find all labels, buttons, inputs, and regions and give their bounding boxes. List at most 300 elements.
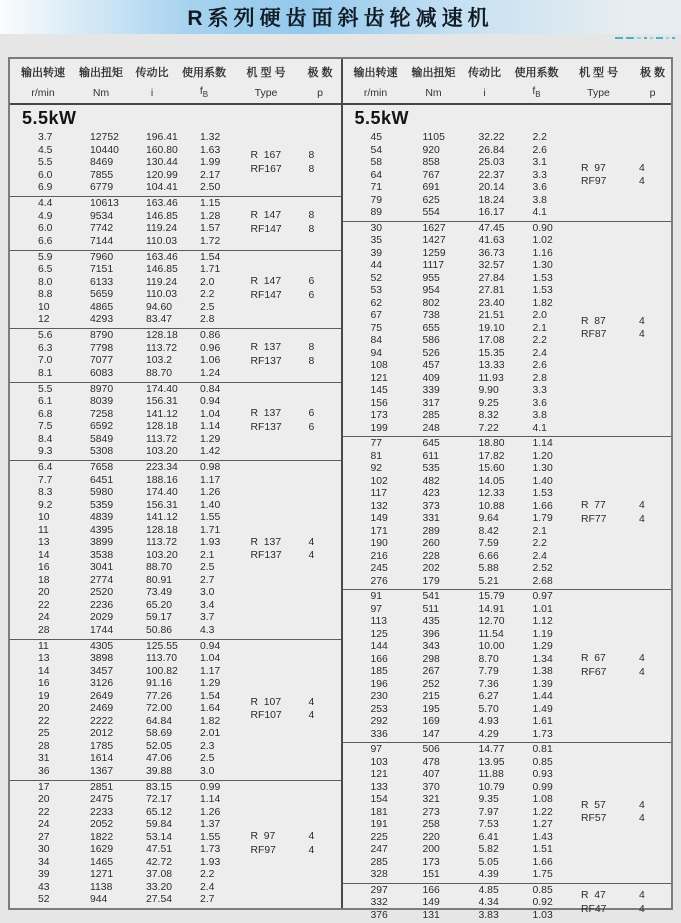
speed-value: 185 — [371, 666, 423, 679]
speed-value: 39 — [38, 869, 90, 882]
speed-value: 35 — [371, 235, 423, 248]
ratio-value: 7.79 — [479, 666, 533, 679]
poles-value: 8 — [309, 224, 339, 237]
torque-value: 8469 — [90, 157, 146, 170]
torque-value: 3899 — [90, 537, 146, 550]
ratio-value: 41.63 — [479, 235, 533, 248]
col-header-speed: 输出转速 r/min — [345, 64, 407, 103]
dash-decoration — [615, 37, 675, 39]
table-row — [343, 819, 580, 832]
factor-value: 2.1 — [200, 550, 246, 563]
table-row — [10, 211, 249, 224]
ratio-value: 36.73 — [479, 248, 533, 261]
table-row — [343, 438, 580, 451]
torque-value: 482 — [423, 476, 479, 489]
table-row — [343, 576, 580, 589]
speed-value: 103 — [371, 757, 423, 770]
factor-value: 0.90 — [533, 223, 579, 236]
factor-value: 1.51 — [533, 844, 579, 857]
speed-value: 156 — [371, 398, 423, 411]
torque-value: 343 — [423, 641, 479, 654]
group-rows — [10, 198, 249, 248]
torque-value: 5980 — [90, 487, 146, 500]
table-row — [343, 744, 580, 757]
factor-value: 1.53 — [533, 488, 579, 501]
speed-value: 121 — [371, 769, 423, 782]
model-block — [249, 330, 341, 380]
col-header-torque: 输出扭矩 Nm — [407, 64, 461, 103]
speed-value: 6.3 — [38, 343, 90, 356]
factor-value: 0.81 — [533, 744, 579, 757]
factor-value: 0.99 — [200, 782, 246, 795]
table-row — [343, 501, 580, 514]
table-row — [343, 654, 580, 667]
model-block — [249, 132, 341, 195]
table-row — [10, 302, 249, 315]
ratio-value: 11.54 — [479, 629, 533, 642]
speed-value: 6.9 — [38, 182, 90, 195]
model-name: R 77 — [581, 500, 639, 513]
table-row — [343, 591, 580, 604]
ratio-value: 100.82 — [146, 666, 200, 679]
ratio-value: 13.95 — [479, 757, 533, 770]
ratio-value: 53.14 — [146, 832, 200, 845]
factor-value: 1.43 — [533, 832, 579, 845]
table-row — [10, 252, 249, 265]
spec-groups-left — [10, 131, 341, 908]
factor-value: 2.5 — [200, 753, 246, 766]
factor-value: 4.3 — [200, 625, 246, 638]
group-rows — [10, 782, 249, 907]
factor-value: 1.29 — [200, 678, 246, 691]
spec-group — [10, 639, 341, 780]
table-row — [343, 463, 580, 476]
torque-value: 2029 — [90, 612, 146, 625]
speed-value: 285 — [371, 857, 423, 870]
table-row — [343, 551, 580, 564]
ratio-value: 141.12 — [146, 409, 200, 422]
torque-value: 409 — [423, 373, 479, 386]
speed-value: 97 — [371, 744, 423, 757]
speed-value: 16 — [38, 678, 90, 691]
factor-value: 1.40 — [200, 500, 246, 513]
spec-table — [8, 57, 673, 910]
speed-value: 94 — [371, 348, 423, 361]
ratio-value: 64.84 — [146, 716, 200, 729]
torque-value: 535 — [423, 463, 479, 476]
torque-value: 586 — [423, 335, 479, 348]
factor-value: 1.06 — [200, 355, 246, 368]
factor-value: 2.6 — [533, 360, 579, 373]
torque-value: 5308 — [90, 446, 146, 459]
model-line — [579, 500, 671, 513]
factor-value: 0.93 — [533, 769, 579, 782]
model-name: RF167 — [251, 164, 309, 177]
table-row — [10, 819, 249, 832]
table-row — [343, 398, 580, 411]
table-row — [10, 857, 249, 870]
torque-value: 4865 — [90, 302, 146, 315]
ratio-value: 83.15 — [146, 782, 200, 795]
speed-value: 62 — [371, 298, 423, 311]
poles-value: 4 — [309, 831, 339, 844]
poles-value: 8 — [309, 150, 339, 163]
torque-value: 267 — [423, 666, 479, 679]
model-line — [579, 904, 671, 917]
factor-value: 2.50 — [200, 182, 246, 195]
dash-segment — [626, 37, 634, 39]
speed-value: 181 — [371, 807, 423, 820]
factor-value: 1.54 — [200, 252, 246, 265]
model-block — [579, 885, 671, 923]
factor-value: 1.20 — [533, 451, 579, 464]
torque-value: 4839 — [90, 512, 146, 525]
factor-value: 3.3 — [533, 170, 579, 183]
factor-value: 0.85 — [533, 885, 579, 898]
torque-value: 1367 — [90, 766, 146, 779]
model-name: RF137 — [251, 356, 309, 369]
ratio-value: 27.81 — [479, 285, 533, 298]
torque-value: 252 — [423, 679, 479, 692]
torque-value: 215 — [423, 691, 479, 704]
torque-value: 248 — [423, 423, 479, 436]
torque-value: 954 — [423, 285, 479, 298]
factor-value: 0.84 — [200, 384, 246, 397]
model-line — [249, 537, 341, 550]
poles-value: 4 — [309, 537, 339, 550]
factor-value: 1.37 — [200, 819, 246, 832]
speed-value: 20 — [38, 703, 90, 716]
ratio-value: 9.25 — [479, 398, 533, 411]
speed-value: 44 — [371, 260, 423, 273]
table-row — [343, 769, 580, 782]
torque-value: 285 — [423, 410, 479, 423]
spec-group — [343, 742, 672, 883]
ratio-value: 12.70 — [479, 616, 533, 629]
table-row — [10, 170, 249, 183]
ratio-value: 163.46 — [146, 198, 200, 211]
speed-value: 14 — [38, 666, 90, 679]
table-row — [343, 716, 580, 729]
torque-value: 149 — [423, 897, 479, 910]
torque-value: 200 — [423, 844, 479, 857]
factor-value: 2.6 — [533, 145, 579, 158]
col-header-model: 机 型 号 Type — [565, 64, 633, 103]
ratio-value: 33.20 — [146, 882, 200, 895]
ratio-value: 7.59 — [479, 538, 533, 551]
spec-group — [10, 131, 341, 196]
torque-value: 511 — [423, 604, 479, 617]
torque-value: 541 — [423, 591, 479, 604]
factor-value: 1.38 — [533, 666, 579, 679]
model-line — [579, 653, 671, 666]
table-row — [10, 409, 249, 422]
model-line — [249, 422, 341, 435]
speed-value: 52 — [38, 894, 90, 907]
speed-value: 6.6 — [38, 236, 90, 249]
factor-value: 3.0 — [200, 587, 246, 600]
factor-value: 1.42 — [200, 446, 246, 459]
poles-value: 4 — [639, 176, 669, 189]
speed-value: 20 — [38, 794, 90, 807]
table-row — [343, 604, 580, 617]
torque-value: 258 — [423, 819, 479, 832]
ratio-value: 17.08 — [479, 335, 533, 348]
ratio-value: 146.85 — [146, 211, 200, 224]
dash-segment — [656, 37, 663, 39]
torque-value: 1627 — [423, 223, 479, 236]
table-row — [343, 223, 580, 236]
torque-value: 506 — [423, 744, 479, 757]
factor-value: 1.72 — [200, 236, 246, 249]
torque-value: 3898 — [90, 653, 146, 666]
table-row — [10, 612, 249, 625]
speed-value: 3.7 — [38, 132, 90, 145]
speed-value: 190 — [371, 538, 423, 551]
table-row — [343, 310, 580, 323]
speed-value: 71 — [371, 182, 423, 195]
speed-value: 8.0 — [38, 277, 90, 290]
factor-value: 0.92 — [533, 897, 579, 910]
table-row — [10, 475, 249, 488]
model-block — [249, 252, 341, 327]
torque-value: 1465 — [90, 857, 146, 870]
ratio-value: 18.80 — [479, 438, 533, 451]
ratio-value: 5.82 — [479, 844, 533, 857]
speed-value: 332 — [371, 897, 423, 910]
speed-value: 336 — [371, 729, 423, 742]
factor-value: 1.93 — [200, 857, 246, 870]
speed-value: 31 — [38, 753, 90, 766]
factor-value: 1.71 — [200, 525, 246, 538]
factor-value: 1.75 — [533, 869, 579, 882]
dash-segment — [666, 37, 669, 39]
ratio-value: 11.88 — [479, 769, 533, 782]
speed-value: 81 — [371, 451, 423, 464]
ratio-value: 4.34 — [479, 897, 533, 910]
speed-value: 253 — [371, 704, 423, 717]
torque-value: 12752 — [90, 132, 146, 145]
ratio-value: 5.88 — [479, 563, 533, 576]
speed-value: 11 — [38, 525, 90, 538]
ratio-value: 65.20 — [146, 600, 200, 613]
speed-value: 191 — [371, 819, 423, 832]
col-header-speed: 输出转速 r/min — [12, 64, 74, 103]
ratio-value: 94.60 — [146, 302, 200, 315]
table-row — [10, 782, 249, 795]
ratio-value: 42.72 — [146, 857, 200, 870]
table-row — [343, 195, 580, 208]
torque-value: 6083 — [90, 368, 146, 381]
speed-value: 6.1 — [38, 396, 90, 409]
ratio-value: 15.35 — [479, 348, 533, 361]
table-row — [10, 396, 249, 409]
model-name: RF47 — [581, 904, 639, 917]
ratio-value: 146.85 — [146, 264, 200, 277]
torque-value: 331 — [423, 513, 479, 526]
model-line — [579, 176, 671, 189]
model-block — [579, 438, 671, 588]
torque-value: 8970 — [90, 384, 146, 397]
torque-value: 3457 — [90, 666, 146, 679]
speed-value: 132 — [371, 501, 423, 514]
speed-value: 5.6 — [38, 330, 90, 343]
torque-value: 8790 — [90, 330, 146, 343]
torque-value: 2520 — [90, 587, 146, 600]
ratio-value: 110.03 — [146, 236, 200, 249]
poles-value: 4 — [639, 316, 669, 329]
model-line — [249, 710, 341, 723]
torque-value: 1822 — [90, 832, 146, 845]
speed-value: 27 — [38, 832, 90, 845]
page-title: R系列硬齿面斜齿轮减速机 — [187, 2, 493, 32]
torque-value: 4293 — [90, 314, 146, 327]
speed-value: 91 — [371, 591, 423, 604]
torque-value: 273 — [423, 807, 479, 820]
factor-value: 1.17 — [200, 666, 246, 679]
factor-value: 1.27 — [533, 819, 579, 832]
factor-value: 1.93 — [200, 537, 246, 550]
ratio-value: 32.57 — [479, 260, 533, 273]
table-row — [10, 223, 249, 236]
dash-segment — [637, 37, 641, 39]
table-row — [10, 264, 249, 277]
model-block — [249, 198, 341, 248]
speed-value: 36 — [38, 766, 90, 779]
speed-value: 292 — [371, 716, 423, 729]
table-row — [10, 794, 249, 807]
factor-value: 1.30 — [533, 260, 579, 273]
ratio-value: 7.36 — [479, 679, 533, 692]
factor-value: 0.99 — [533, 782, 579, 795]
speed-value: 8.8 — [38, 289, 90, 302]
factor-value: 1.08 — [533, 794, 579, 807]
speed-value: 247 — [371, 844, 423, 857]
factor-value: 1.19 — [533, 629, 579, 642]
table-row — [343, 666, 580, 679]
speed-value: 230 — [371, 691, 423, 704]
torque-value: 10613 — [90, 198, 146, 211]
speed-value: 22 — [38, 807, 90, 820]
ratio-value: 156.31 — [146, 396, 200, 409]
torque-value: 2475 — [90, 794, 146, 807]
factor-value: 1.55 — [200, 512, 246, 525]
table-row — [343, 423, 580, 436]
ratio-value: 103.20 — [146, 550, 200, 563]
ratio-value: 110.03 — [146, 289, 200, 302]
torque-value: 228 — [423, 551, 479, 564]
table-row — [343, 869, 580, 882]
torque-value: 260 — [423, 538, 479, 551]
factor-value: 1.26 — [200, 807, 246, 820]
spec-group — [10, 382, 341, 460]
table-row — [10, 691, 249, 704]
torque-value: 7855 — [90, 170, 146, 183]
factor-value: 3.8 — [533, 195, 579, 208]
model-block — [249, 782, 341, 907]
ratio-value: 32.22 — [479, 132, 533, 145]
torque-value: 131 — [423, 910, 479, 923]
model-line — [249, 224, 341, 237]
factor-value: 2.4 — [533, 348, 579, 361]
speed-value: 64 — [371, 170, 423, 183]
table-row — [10, 716, 249, 729]
torque-value: 1271 — [90, 869, 146, 882]
speed-value: 28 — [38, 625, 90, 638]
table-row — [343, 616, 580, 629]
speed-value: 19 — [38, 691, 90, 704]
model-line — [249, 164, 341, 177]
table-row — [10, 641, 249, 654]
torque-value: 435 — [423, 616, 479, 629]
speed-value: 113 — [371, 616, 423, 629]
model-name: R 167 — [251, 150, 309, 163]
torque-value: 691 — [423, 182, 479, 195]
ratio-value: 59.84 — [146, 819, 200, 832]
col-header-poles: 极 数 p — [300, 64, 340, 103]
ratio-value: 10.00 — [479, 641, 533, 654]
torque-value: 298 — [423, 654, 479, 667]
table-row — [343, 844, 580, 857]
speed-value: 145 — [371, 385, 423, 398]
poles-value: 6 — [309, 422, 339, 435]
factor-value: 2.68 — [533, 576, 579, 589]
table-row — [10, 368, 249, 381]
torque-value: 655 — [423, 323, 479, 336]
ratio-value: 25.03 — [479, 157, 533, 170]
torque-value: 6592 — [90, 421, 146, 434]
speed-value: 149 — [371, 513, 423, 526]
spec-group — [10, 328, 341, 381]
ratio-value: 4.93 — [479, 716, 533, 729]
torque-value: 2012 — [90, 728, 146, 741]
model-line — [249, 697, 341, 710]
speed-value: 54 — [371, 145, 423, 158]
ratio-value: 3.83 — [479, 910, 533, 923]
ratio-value: 125.55 — [146, 641, 200, 654]
model-line — [249, 276, 341, 289]
factor-value: 1.39 — [533, 679, 579, 692]
speed-value: 22 — [38, 600, 90, 613]
speed-value: 102 — [371, 476, 423, 489]
torque-value: 2774 — [90, 575, 146, 588]
table-row — [10, 487, 249, 500]
speed-value: 9.3 — [38, 446, 90, 459]
speed-value: 171 — [371, 526, 423, 539]
factor-value: 4.1 — [533, 207, 579, 220]
col-header-ratio: 传动比 i — [128, 64, 176, 103]
ratio-value: 8.70 — [479, 654, 533, 667]
torque-value: 1744 — [90, 625, 146, 638]
poles-value: 8 — [309, 342, 339, 355]
table-row — [343, 260, 580, 273]
factor-value: 1.34 — [533, 654, 579, 667]
speed-value: 117 — [371, 488, 423, 501]
ratio-value: 113.72 — [146, 537, 200, 550]
torque-value: 321 — [423, 794, 479, 807]
ratio-value: 10.79 — [479, 782, 533, 795]
speed-value: 4.5 — [38, 145, 90, 158]
model-block — [579, 744, 671, 882]
torque-value: 5359 — [90, 500, 146, 513]
table-row — [343, 897, 580, 910]
ratio-value: 120.99 — [146, 170, 200, 183]
table-header — [343, 59, 672, 105]
table-row — [10, 625, 249, 638]
model-name: R 57 — [581, 800, 639, 813]
ratio-value: 7.22 — [479, 423, 533, 436]
model-block — [249, 462, 341, 637]
